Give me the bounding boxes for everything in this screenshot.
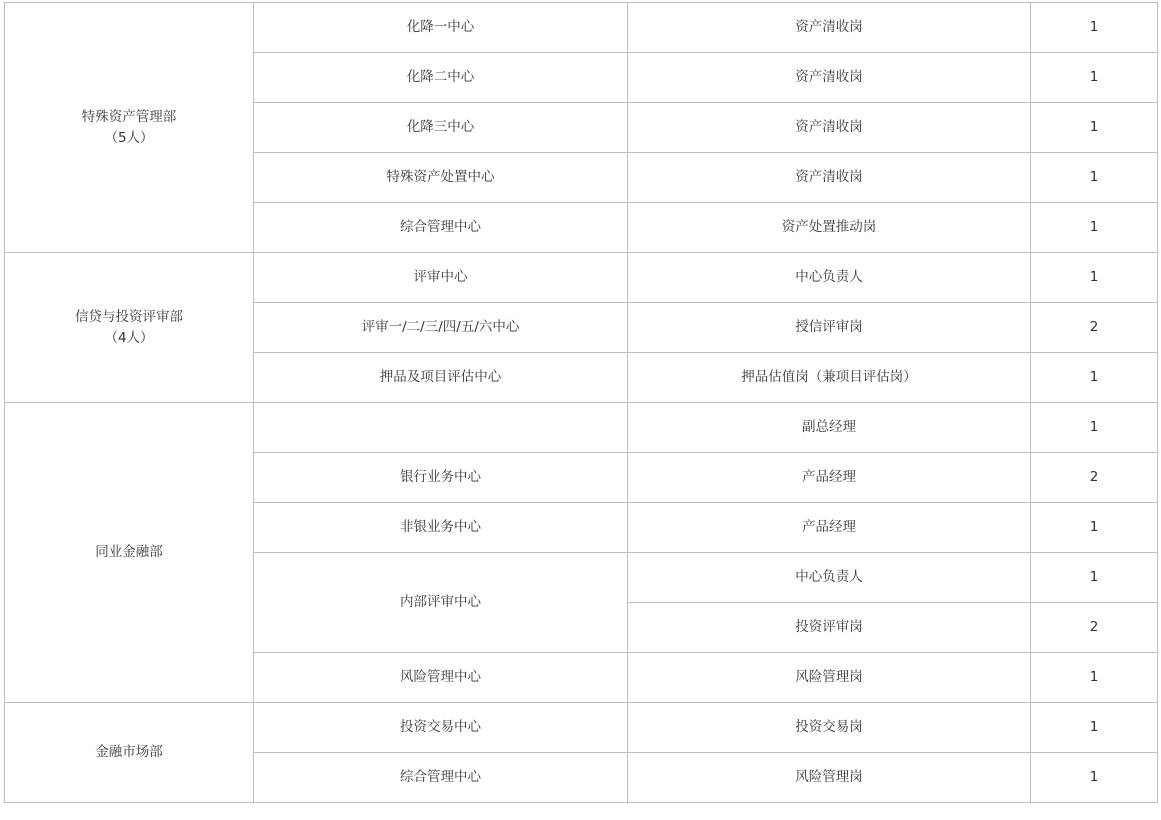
department-name: 信贷与投资评审部 (75, 308, 183, 325)
count-cell: 2 (1031, 303, 1158, 353)
position-cell: 资产清收岗 (628, 153, 1031, 203)
center-cell: 综合管理中心 (254, 753, 628, 803)
center-cell: 化降二中心 (254, 53, 628, 103)
center-cell (254, 403, 628, 453)
position-cell: 投资评审岗 (628, 603, 1031, 653)
department-cell (5, 253, 254, 403)
count-cell: 1 (1031, 553, 1158, 603)
position-cell: 风险管理岗 (628, 753, 1031, 803)
position-cell: 资产清收岗 (628, 3, 1031, 53)
position-cell: 授信评审岗 (628, 303, 1031, 353)
center-cell: 评审一/二/三/四/五/六中心 (254, 303, 628, 353)
center-cell: 风险管理中心 (254, 653, 628, 703)
center-cell: 投资交易中心 (254, 703, 628, 753)
count-cell: 1 (1031, 753, 1158, 803)
center-cell: 化降一中心 (254, 3, 628, 53)
table-row (5, 403, 1158, 453)
center-cell: 评审中心 (254, 253, 628, 303)
count-cell: 1 (1031, 503, 1158, 553)
recruitment-table (4, 2, 1158, 803)
position-cell: 资产清收岗 (628, 53, 1031, 103)
table-row (5, 253, 1158, 303)
count-cell: 1 (1031, 253, 1158, 303)
position-cell: 投资交易岗 (628, 703, 1031, 753)
count-cell: 1 (1031, 703, 1158, 753)
center-cell: 特殊资产处置中心 (254, 153, 628, 203)
position-cell: 风险管理岗 (628, 653, 1031, 703)
position-cell: 资产处置推动岗 (628, 203, 1031, 253)
count-cell: 1 (1031, 3, 1158, 53)
position-cell: 产品经理 (628, 453, 1031, 503)
department-headcount: （4人） (104, 329, 154, 346)
department-name: 金融市场部 (95, 744, 163, 760)
count-cell: 2 (1031, 603, 1158, 653)
center-cell: 银行业务中心 (254, 453, 628, 503)
count-cell: 1 (1031, 653, 1158, 703)
position-cell: 副总经理 (628, 403, 1031, 453)
department-cell (5, 403, 254, 703)
position-cell: 产品经理 (628, 503, 1031, 553)
department-name: 同业金融部 (95, 544, 163, 560)
department-name: 特殊资产管理部 (81, 108, 177, 125)
center-cell: 内部评审中心 (254, 553, 628, 653)
table-row (5, 3, 1158, 53)
count-cell: 1 (1031, 103, 1158, 153)
center-cell: 押品及项目评估中心 (254, 353, 628, 403)
table-row (5, 703, 1158, 753)
position-cell: 资产清收岗 (628, 103, 1031, 153)
position-cell: 中心负责人 (628, 553, 1031, 603)
position-cell: 中心负责人 (628, 253, 1031, 303)
center-cell: 综合管理中心 (254, 203, 628, 253)
position-cell: 押品估值岗（兼项目评估岗） (628, 353, 1031, 403)
count-cell: 1 (1031, 53, 1158, 103)
count-cell: 1 (1031, 403, 1158, 453)
center-cell: 非银业务中心 (254, 503, 628, 553)
count-cell: 2 (1031, 453, 1158, 503)
count-cell: 1 (1031, 153, 1158, 203)
count-cell: 1 (1031, 203, 1158, 253)
center-cell: 化降三中心 (254, 103, 628, 153)
department-cell (5, 703, 254, 803)
count-cell: 1 (1031, 353, 1158, 403)
department-cell (5, 3, 254, 253)
department-headcount: （5人） (104, 129, 154, 146)
